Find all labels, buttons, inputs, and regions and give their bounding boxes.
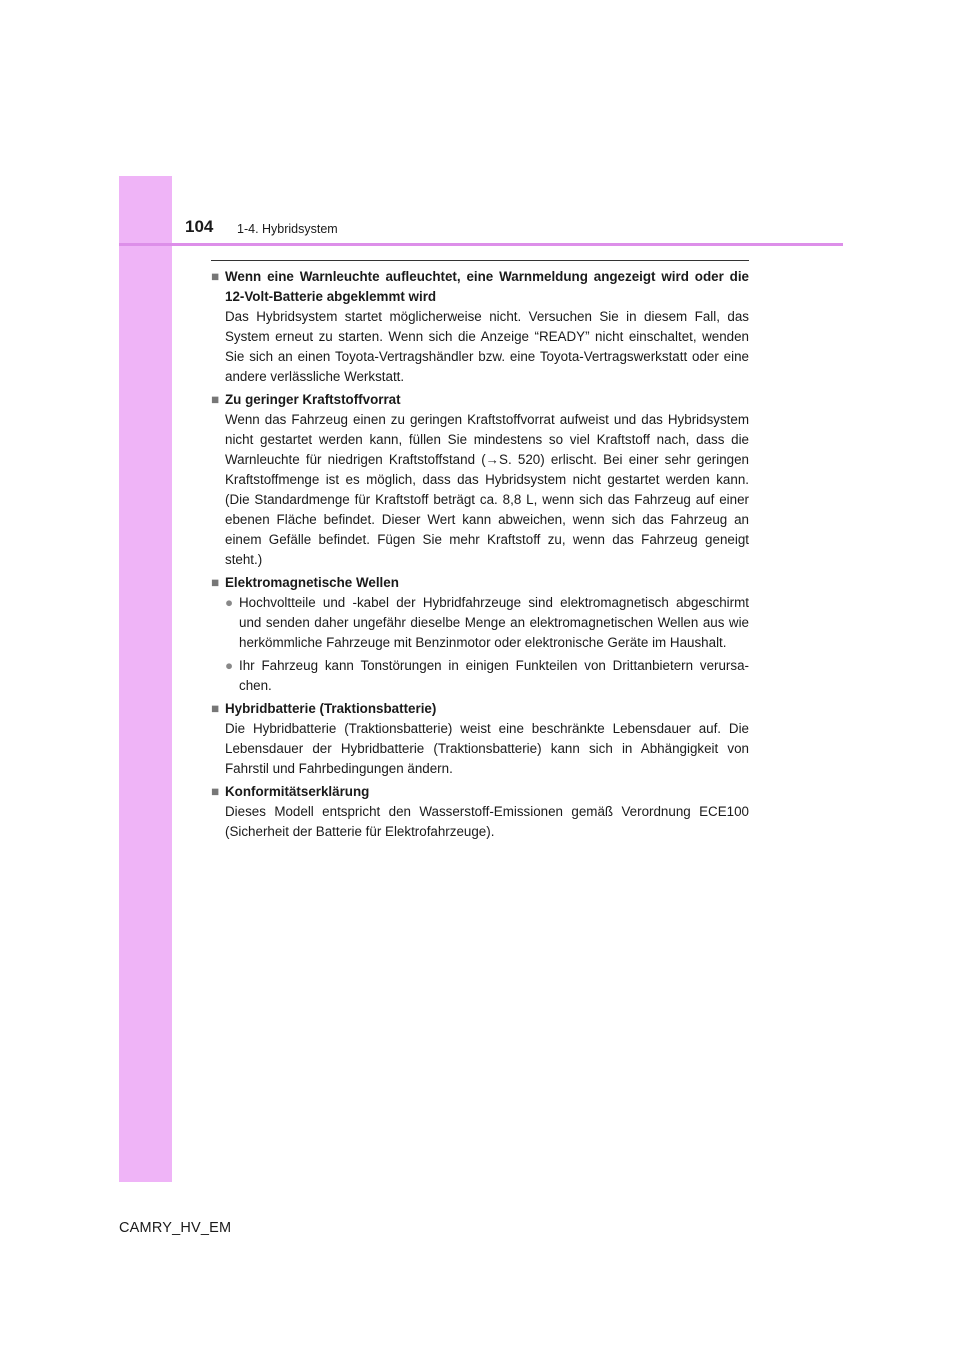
square-bullet-icon: ■ — [211, 575, 220, 590]
section-heading: Hybridbatterie (Traktionsbatterie) — [225, 701, 437, 716]
section-heading: Zu geringer Kraftstoffvorrat — [225, 392, 401, 407]
square-bullet-icon: ■ — [211, 392, 220, 407]
square-bullet-icon: ■ — [211, 269, 220, 284]
page-content — [211, 267, 749, 845]
section-title: 1-4. Hybridsystem — [237, 222, 338, 236]
section-electromagnetic-waves — [211, 573, 749, 696]
square-bullet-icon: ■ — [211, 701, 220, 716]
section-body: Dieses Modell entspricht den Wasserstoff-Emissionen gemäß Verordnung ECE100 (Sicherheit der Batterie für Elektrofahrzeuge). — [225, 804, 749, 839]
section-body: Das Hybridsystem startet möglicherweise nicht. Versuchen Sie in diesem Fall, das System erneut zu starten. Wenn sich die Anzeige “READY” nicht einschaltet, wenden Sie sich an einen Toyota-Vertragshändler bzw. eine Toyota-Vertragswerkstatt oder eine andere verlässliche Werkstatt. — [225, 309, 749, 384]
list-item-text: Ihr Fahrzeug kann Tonstörungen in einigen Funkteilen von Drittanbietern verursa- chen. — [239, 658, 749, 693]
section-low-fuel — [211, 390, 749, 570]
dot-bullet-icon: ● — [225, 595, 234, 610]
section-body: Wenn das Fahrzeug einen zu geringen Kraftstoffvorrat aufweist und das Hybridsystem nicht gestartet werden kann, füllen Sie mindestens so viel Kraftstoff nach, dass die Warnleuchte für niedrigen Kraftstoffstand (→S. 520) erlischt. Bei einer sehr geringen Kraftstoffmenge ist es möglich, dass das Hybridsystem nicht gestartet werden kann. (Die Standardmenge für Kraftstoff beträgt ca. 8,8 L, wenn sich das Fahrzeug auf einer ebenen Fläche befindet. Dieser Wert kann abweichen, wenn sich das Fahrzeug an einem Gefälle befindet. Fügen Sie mehr Kraftstoff zu, wenn das Fahrzeug geneigt steht.) — [225, 412, 749, 567]
section-hybrid-battery — [211, 699, 749, 779]
section-heading: Wenn eine Warnleuchte aufleuchtet, eine Warnmeldung angezeigt wird oder die 12-Volt-Batterie abgeklemmt wird — [225, 269, 749, 304]
section-conformity — [211, 782, 749, 842]
header-rule — [119, 243, 843, 246]
section-body: Die Hybridbatterie (Traktionsbatterie) weist eine beschränkte Lebensdauer auf. Die Lebensdauer der Hybridbatterie (Traktionsbatterie) kann sich in Abhängigkeit von Fahrstil und Fahrbedingungen ändern. — [225, 721, 749, 776]
dot-bullet-icon: ● — [225, 658, 234, 673]
footer-document-code: CAMRY_HV_EM — [119, 1220, 232, 1236]
chapter-sidebar-tab — [119, 176, 172, 1182]
section-warning-light — [211, 267, 749, 387]
section-heading: Elektromagnetische Wellen — [225, 575, 399, 590]
content-rule — [211, 260, 749, 261]
list-item-text: Hochvoltteile und -kabel der Hybridfahrzeuge sind elektromagnetisch abgeschirmt und senden daher ungefähr dieselbe Menge an elektromagnetischen Wellen aus wie herkömmliche Fahrzeuge mit Benzinmotor oder elektronische Geräte im Haushalt. — [239, 595, 749, 650]
section-heading: Konformitätserklärung — [225, 784, 370, 799]
square-bullet-icon: ■ — [211, 784, 220, 799]
list-item — [211, 593, 749, 653]
page-number: 104 — [185, 217, 214, 236]
list-item — [211, 656, 749, 696]
